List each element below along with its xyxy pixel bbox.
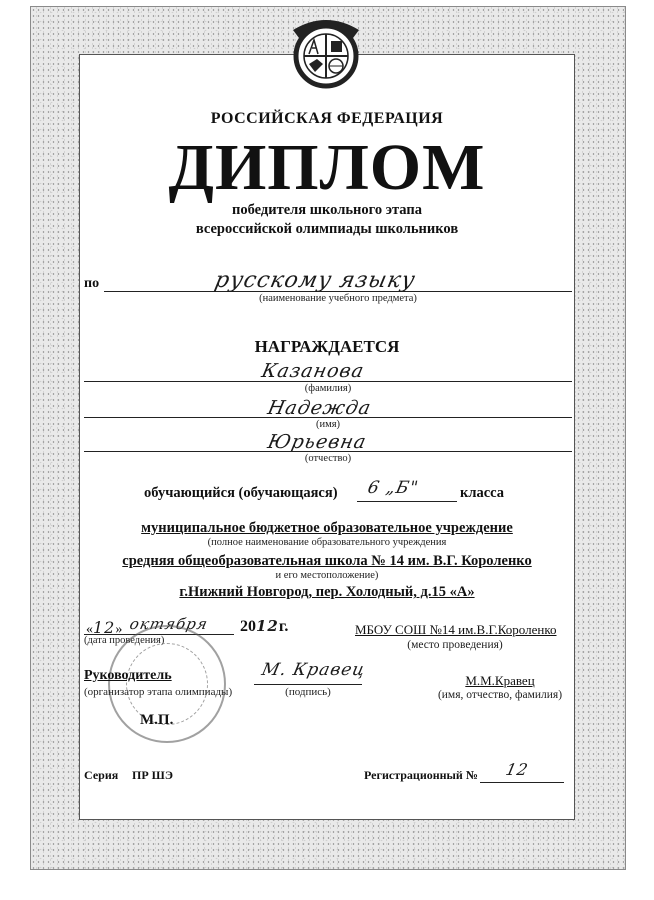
venue-caption: (место проведения): [407, 639, 503, 651]
date-day: 12: [93, 618, 116, 637]
first-name-line: [84, 417, 572, 418]
patronymic-caption: (отчество): [304, 453, 352, 464]
date-open-quote: «: [86, 622, 93, 637]
year-end: г.: [278, 618, 289, 635]
subject-prefix: по: [84, 276, 100, 291]
institution-caption-1: (полное наименование образовательного учреждения: [207, 537, 447, 548]
olympiad-emblem-icon: [287, 12, 365, 90]
signatory-role: Руководитель: [84, 668, 172, 683]
reg-value: 12: [503, 760, 531, 779]
date-month: октября: [128, 615, 210, 633]
surname-value: Казанова: [259, 360, 367, 382]
signatory-name: М.М.Кравец: [465, 673, 535, 688]
subtitle-line-1: победителя школьного этапа: [232, 202, 422, 218]
subtitle-line-2: всероссийской олимпиады школьников: [195, 221, 459, 237]
year-prefix: 20: [240, 618, 256, 635]
first-name-value: Надежда: [265, 397, 374, 419]
signature-caption: (подпись): [285, 686, 331, 698]
awarded-heading: НАГРАЖДАЕТСЯ: [254, 337, 400, 356]
surname-line: [84, 381, 572, 382]
class-line: [357, 501, 457, 502]
series-value: ПР ШЭ: [132, 768, 173, 782]
signature: М. Кравец: [259, 660, 368, 680]
institution-caption-2: и его местоположение): [275, 570, 379, 581]
signature-line: [254, 684, 362, 685]
series-label: Серия: [84, 768, 119, 782]
date-year: [240, 617, 288, 636]
document-title: ДИПЛОМ: [168, 131, 486, 204]
patronymic-line: [84, 451, 572, 452]
date-caption: (дата проведения): [84, 635, 165, 646]
student-prefix: обучающийся (обучающаяся): [144, 485, 338, 501]
reg-label: Регистрационный №: [364, 768, 478, 782]
institution-line-2: средняя общеобразовательная школа № 14 им. В.Г. Короленко: [122, 553, 532, 569]
class-value: 6 „Б": [365, 478, 421, 498]
patronymic-value: Юрьевна: [265, 431, 369, 453]
country-heading: РОССИЙСКАЯ ФЕДЕРАЦИЯ: [210, 110, 444, 127]
subject-value: русскому языку: [212, 268, 418, 293]
surname-caption: (фамилия): [304, 383, 352, 394]
first-name-caption: (имя): [315, 419, 341, 430]
institution-address: г.Нижний Новгород, пер. Холодный, д.15 «А»: [179, 584, 475, 600]
venue-value: МБОУ СОШ №14 им.В.Г.Короленко: [355, 622, 557, 637]
seal-label: М.П.: [140, 712, 174, 728]
signatory-name-caption: (имя, отчество, фамилия): [437, 689, 563, 701]
reg-line: [480, 782, 564, 783]
date-close-quote: »: [115, 622, 123, 637]
institution-line-1: муниципальное бюджетное образовательное учреждение: [141, 520, 513, 536]
class-suffix: класса: [460, 485, 505, 501]
signatory-role-caption: (организатор этапа олимпиады): [84, 686, 233, 698]
subject-caption: (наименование учебного предмета): [259, 293, 417, 304]
year-suffix: 12: [256, 617, 279, 635]
